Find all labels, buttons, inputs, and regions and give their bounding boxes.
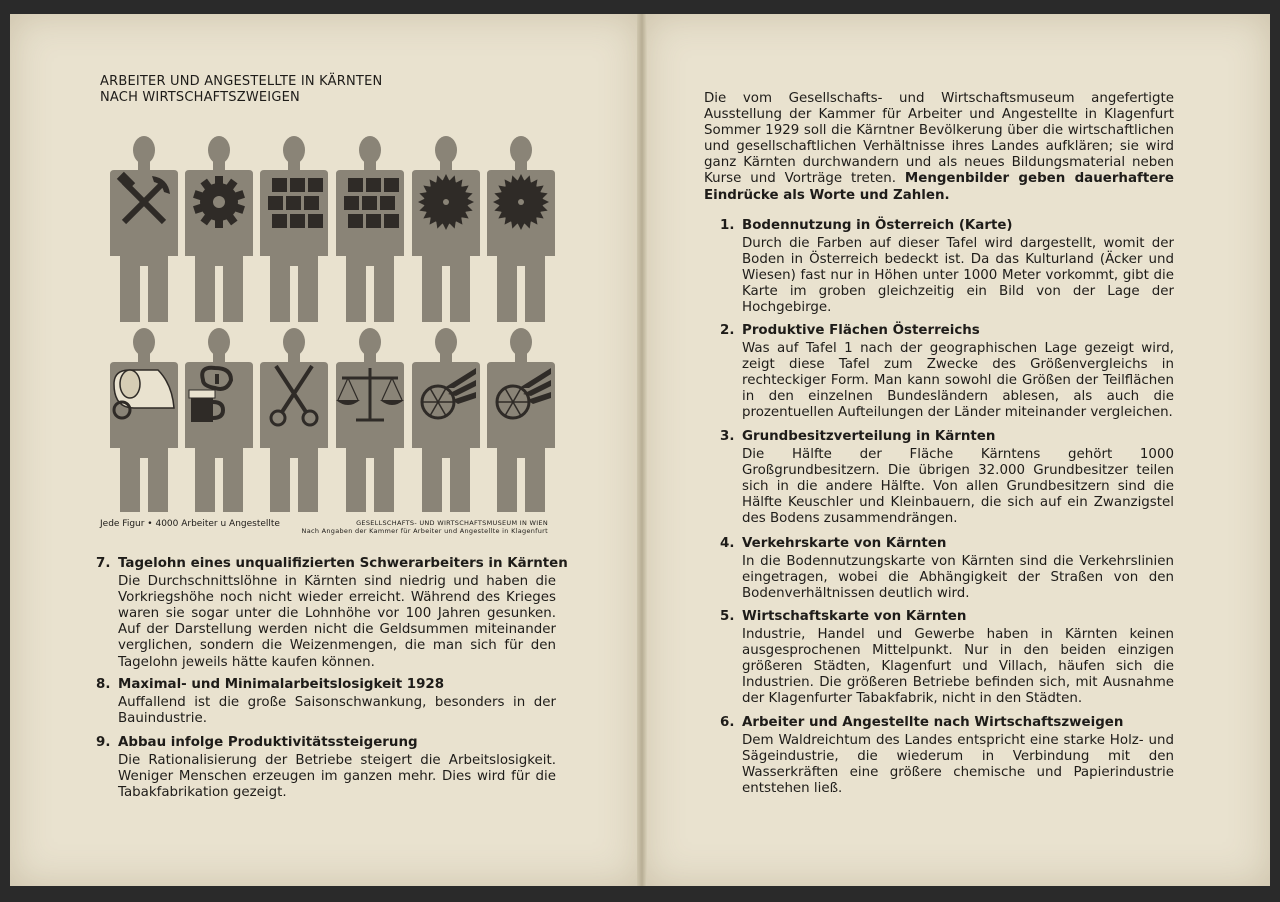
- pictogram-figure: [412, 328, 480, 512]
- section-2: [720, 323, 1174, 422]
- section-title: Grundbesitzverteilung in Kärnten: [742, 429, 996, 444]
- pictogram-figure: [336, 328, 404, 512]
- section-text: Die Durchschnittslöhne in Kärnten sind niedrig und haben die Vorkriegshöhe noch nicht wieder erreicht. Während des Krieges waren sie sogar unter die Lohnhöhe vor 100 Jahren gesunken. Auf der Darstellung werden nicht die Geldsummen miteinander verglichen, sondern die Weizenmengen, die man sich für den Tagelohn jeweils hätte kaufen können.: [118, 574, 556, 670]
- section-number: 6.: [720, 715, 735, 730]
- section-number: 4.: [720, 536, 735, 551]
- section-text: Industrie, Handel und Gewerbe haben in Kärnten keinen ausgesprochenen Mittelpunkt. Nur in den beiden einzigen größeren Städten, Klagenfurt und Villach, häufen sich die Industrien. Die größeren Betriebe befinden sich, mit Ausnahme der Klagenfurter Tabakfabrik, nicht in den Städten.: [742, 627, 1174, 707]
- section-3: [720, 429, 1174, 528]
- pictogram-figure: [110, 328, 178, 512]
- section-title: Arbeiter und Angestellte nach Wirtschaftszweigen: [742, 715, 1124, 730]
- section-number: 8.: [96, 677, 111, 692]
- section-text: Dem Waldreichtum des Landes entspricht eine starke Holz- und Sägeindustrie, die wiederum in Verbindung mit den Wasserkräften eine größere chemische und Papierindustrie entstehen ließ.: [742, 733, 1174, 797]
- pictogram-figure: [487, 136, 555, 322]
- section-7: [96, 556, 568, 671]
- section-text: In die Bodennutzungskarte von Kärnten sind die Verkehrslinien eingetragen, wobei die Abhängigkeit der Straßen von den Bodenverhältnissen deutlich wird.: [742, 554, 1174, 602]
- intro-paragraph: [704, 91, 1174, 204]
- section-5: [720, 609, 1174, 708]
- section-title: Tagelohn eines unqualifizierten Schwerarbeiters in Kärnten: [118, 556, 568, 571]
- section-6: [720, 715, 1174, 797]
- intro-bold-text: Mengenbilder geben dauerhaftere Eindrücke als Worte und Zahlen.: [704, 171, 1174, 203]
- pictogram-figure: [185, 328, 253, 512]
- intro-text: Die vom Gesellschafts- und Wirtschaftsmuseum angefertigte Ausstellung der Kammer für Arbeiter und Angestellte in Klagenfurt Sommer 1929 soll die Kärntner Bevölkerung über die wirtschaftlichen und gesellschaftlichen Verhältnisse ihres Landes aufklären; sie wird ganz Kärnten durchwandern und als neues Bildungsmaterial neben Kurse und Vorträge treten.: [704, 91, 1174, 187]
- section-text: Durch die Farben auf dieser Tafel wird dargestellt, womit der Boden in Österreich bedeckt ist. Da das Kulturland (Äcker und Wiesen) fast nur in Höhen unter 1000 Meter vorkommt, gibt die Karte im groben gleichzeitig ein Bild von der Lage der Hochgebirge.: [742, 236, 1174, 316]
- page-fold: [637, 14, 647, 886]
- pictogram-figure: [487, 328, 555, 512]
- pictogram-figure: [110, 136, 178, 322]
- pictogram-figure: [185, 136, 253, 322]
- chart-title: [100, 74, 382, 106]
- section-9: [96, 735, 556, 801]
- pictogram-figure: [336, 136, 404, 322]
- section-number: 9.: [96, 735, 111, 750]
- section-title: Verkehrskarte von Kärnten: [742, 536, 947, 551]
- section-text: Die Rationalisierung der Betriebe steigert die Arbeitslosigkeit. Weniger Menschen erzeugen im ganzen mehr. Dies wird für die Tabakfabrikation gezeigt.: [118, 753, 556, 801]
- section-text: Was auf Tafel 1 nach der geographischen Lage gezeigt wird, zeigt diese Tafel zum Zwecke des Größenvergleichs in rechteckiger Form. Man kann sowohl die Größen der Teilflächen in den einzelnen Bundesländern ablesen, als auch die prozentuellen Aufteilungen der Länder miteinander vergleichen.: [742, 341, 1174, 421]
- section-title: Maximal- und Minimalarbeitslosigkeit 1928: [118, 677, 445, 692]
- pictogram-chart: [100, 132, 560, 512]
- bricks-icon: [344, 178, 399, 228]
- bricks-icon: [268, 178, 323, 228]
- section-4: [720, 536, 1174, 602]
- section-number: 7.: [96, 556, 111, 571]
- pictogram-figure: [260, 328, 328, 512]
- chart-title-line-1: ARBEITER UND ANGESTELLTE IN KÄRNTEN: [100, 74, 383, 89]
- section-title: Abbau infolge Produktivitätssteigerung: [118, 735, 418, 750]
- section-text: Die Hälfte der Fläche Kärntens gehört 1000 Großgrundbesitzern. Die übrigen 32.000 Grundbesitzer teilen sich in die andere Hälfte. Von allen Grundbesitzern sind die Hälfte Keuschler und Kleinbauern, die sich auf ein Zwanzigstel des Bodens zusammendrängen.: [742, 447, 1174, 527]
- section-title: Wirtschaftskarte von Kärnten: [742, 609, 967, 624]
- chart-source-line-2: Nach Angaben der Kammer für Arbeiter und Angestellte in Klagenfurt: [301, 527, 548, 535]
- section-title: Produktive Flächen Österreichs: [742, 323, 980, 338]
- section-8: [96, 677, 556, 727]
- chart-source-line-1: GESELLSCHAFTS- UND WIRTSCHAFTSMUSEUM IN WIEN: [356, 519, 548, 527]
- chart-legend: Jede Figur • 4000 Arbeiter u Angestellte: [100, 519, 280, 529]
- section-number: 2.: [720, 323, 735, 338]
- pictogram-figure: [260, 136, 328, 322]
- chart-title-line-2: NACH WIRTSCHAFTSZWEIGEN: [100, 90, 300, 105]
- section-text: Auffallend ist die große Saisonschwankung, besonders in der Bauindustrie.: [118, 695, 556, 727]
- section-number: 3.: [720, 429, 735, 444]
- chart-source: [268, 519, 548, 535]
- section-title: Bodennutzung in Österreich (Karte): [742, 218, 1013, 233]
- section-number: 1.: [720, 218, 735, 233]
- section-number: 5.: [720, 609, 735, 624]
- pictogram-figure: [412, 136, 480, 322]
- section-1: [720, 218, 1174, 317]
